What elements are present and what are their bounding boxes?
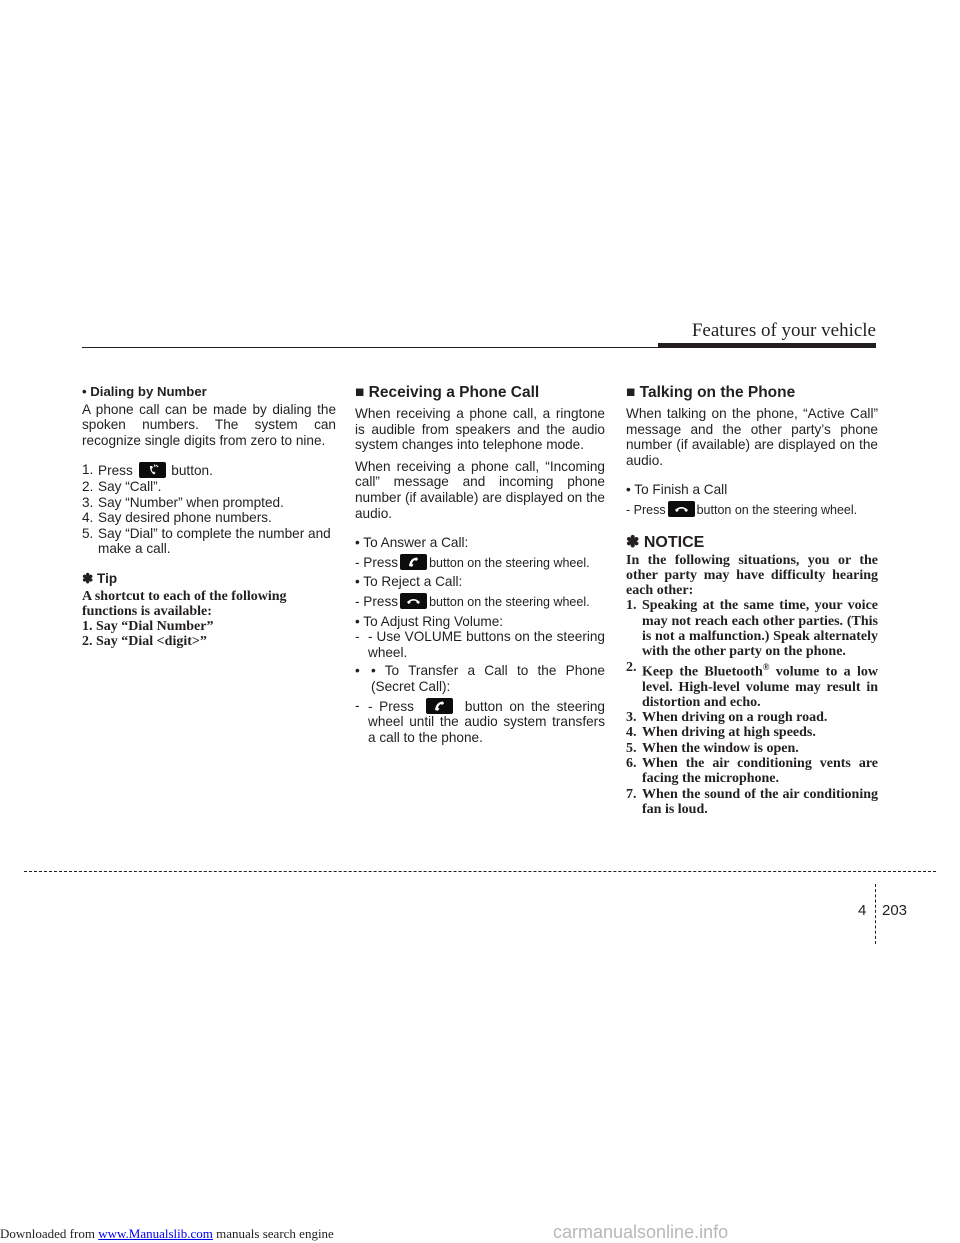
step-1: 1. Press button. [82,462,213,479]
call-end-icon [400,593,427,609]
tip-heading: ✽ Tip [82,570,118,586]
column-talking-on-phone [626,384,878,817]
volume-instruction: - - Use VOLUME buttons on the steering wheel. [355,629,605,660]
tip-line-3: 2. Say “Dial <digit>” [82,634,207,650]
notice-item: 6. When the air conditioning vents are facing the microphone. [626,756,878,787]
bullet-dialing-by-number: • Dialing by Number [82,384,207,399]
column-receiving-call [355,384,605,745]
notice-item: 3. When driving on a rough road. [626,710,828,726]
tip-line-1: A shortcut to each of the following functions is available: [82,588,287,619]
answer-instruction: - Press button on the steering wheel. [355,554,590,570]
bullet-answer-call: • To Answer a Call: [355,535,469,551]
heading-receiving-call: ■ Receiving a Phone Call [355,384,540,401]
header-rule-accent [658,343,876,348]
receiving-para-2: When receiving a phone call, “Incoming call” message and incoming phone number (if available) are displayed on the audio. [355,458,605,521]
voice-recognition-icon [139,462,166,478]
bullet-finish-call: • To Finish a Call [626,482,728,498]
page-number: 203 [882,902,908,919]
section-title: Features of your vehicle [691,320,876,341]
step-5: 5. Say “Dial” to complete the number and make a call. [82,525,331,557]
heading-talking-on-phone: ■ Talking on the Phone [626,384,796,401]
watermark: carmanualsonline.info [553,1222,729,1242]
column-dialing-by-number [82,384,336,650]
notice-item: 5. When the window is open. [626,740,799,756]
manualslib-link[interactable]: www.Manualslib.com [98,1226,213,1241]
transfer-instruction: - - Press button on the steering wheel until the audio system transfers a call to the phone. [355,697,605,745]
talking-para-1: When talking on the phone, “Active Call” message and the other party’s phone number (if available) are displayed on the audio. [626,406,878,468]
bullet-transfer-call: • • To Transfer a Call to the Phone (Secret Call): [355,663,605,694]
notice-heading: ✽ NOTICE [626,533,705,551]
step-2: 2. Say “Call”. [82,478,162,494]
step-4: 4. Say desired phone numbers. [82,510,272,526]
notice-intro: In the following situations, you or the other party may have difficulty hearing each other: [626,552,878,599]
call-send-icon [426,698,453,714]
call-send-icon [400,554,427,570]
notice-item: 4. When driving at high speeds. [626,725,816,741]
notice-item: 7. When the sound of the air conditioning fan is loud. [626,786,878,817]
receiving-para-1: When receiving a phone call, a ringtone is audible from speakers and the audio system changes into telephone mode. [355,406,605,453]
finish-instruction: - Press button on the steering wheel. [626,502,858,517]
bullet-ring-volume: • To Adjust Ring Volume: [355,613,504,629]
notice-item: 2. Keep the Bluetooth® volume to a low level. High-level volume may result in distortion and echo. [626,659,878,710]
call-end-icon [668,501,695,517]
bullet-reject-call: • To Reject a Call: [355,574,463,590]
footer-vertical-rule [875,884,876,944]
reject-instruction: - Press button on the steering wheel. [355,593,590,609]
step-3: 3. Say “Number” when prompted. [82,494,284,510]
footer-dashed-rule [24,871,936,872]
notice-item: 1. Speaking at the same time, your voice may not reach each other parties. (This is not a malfunction.) Speak alternately with the other party on the phone. [626,598,878,660]
chapter-number: 4 [858,902,867,919]
dialing-intro: A phone call can be made by dialing the spoken numbers. The system can recognize single digits from zero to nine. [82,401,336,448]
tip-line-2: 1. Say “Dial Number” [82,619,214,635]
download-notice: Downloaded from www.Manualslib.com manuals search engine [0,1226,334,1241]
